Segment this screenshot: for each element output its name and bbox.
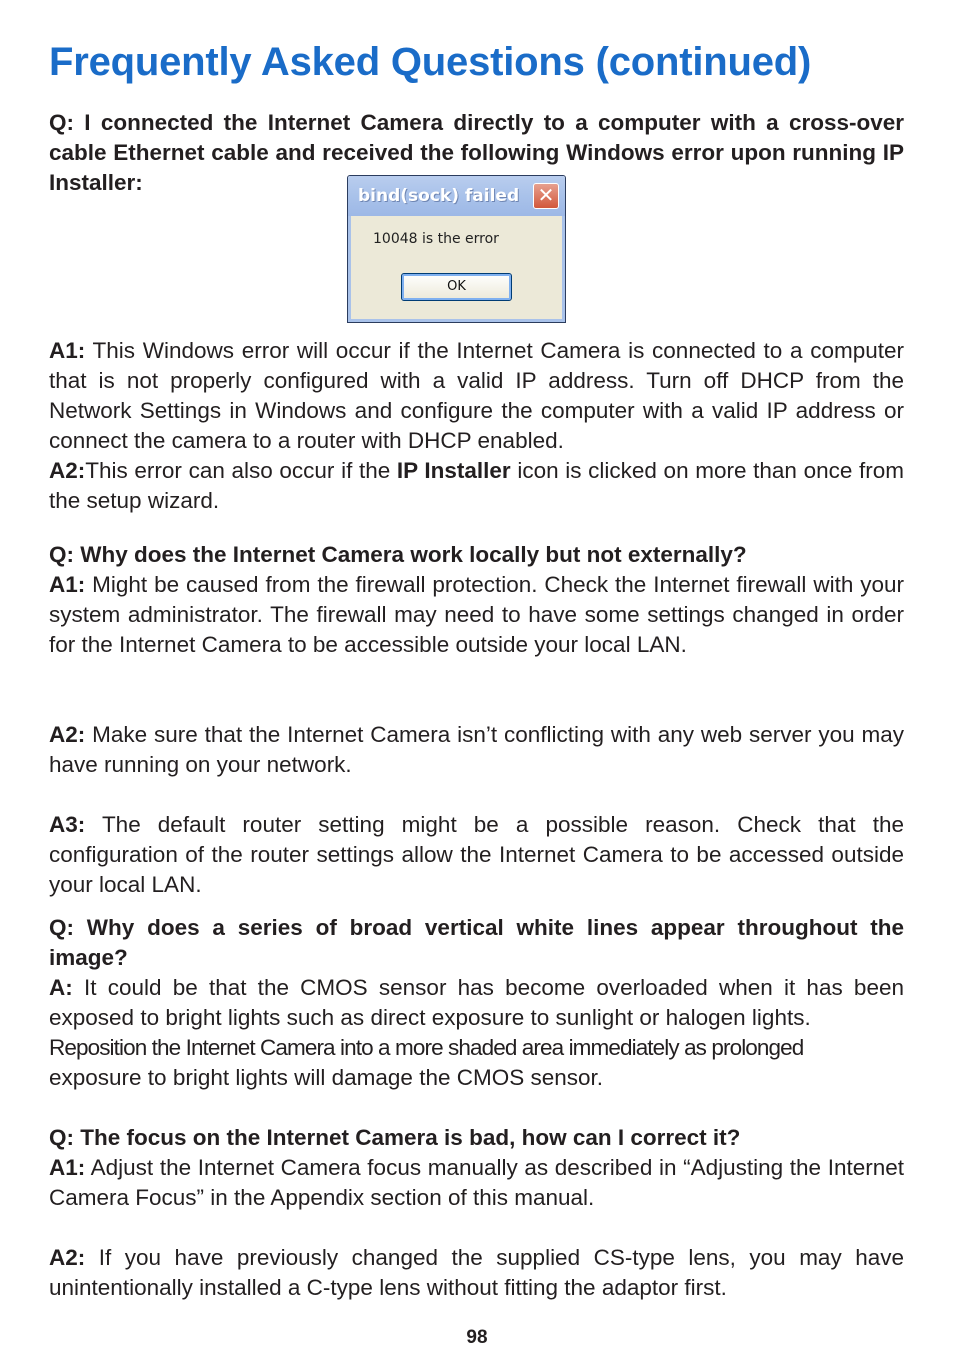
faq-question-externally: Q: Why does the Internet Camera work locally but not externally? (49, 542, 747, 567)
answer-label: A1: (49, 572, 86, 597)
faq-answer-a2 (49, 1243, 904, 1303)
faq-answer-a3 (49, 810, 904, 900)
page-number: 98 (466, 1327, 488, 1348)
answer-bold-term: IP Installer (396, 458, 511, 483)
answer-label: A3: (49, 812, 86, 837)
dialog-titlebar (348, 176, 565, 216)
answer-text: Make sure that the Internet Camera isn’t conflicting with any web server you may have running on your network. (49, 722, 904, 777)
faq-answer-a-end: exposure to bright lights will damage the CMOS sensor. (49, 1065, 604, 1090)
faq-answer-a-continued: Reposition the Internet Camera into a more shaded area immediately as prolonged (49, 1035, 804, 1060)
answer-label: A1: (49, 1155, 86, 1180)
faq-question-white-lines: Q: Why does a series of broad vertical white lines appear throughout the image? (49, 915, 904, 970)
answer-label: A2: (49, 722, 86, 747)
dialog-body (348, 216, 565, 322)
dialog-title: bind(sock) failed (358, 186, 520, 206)
answer-text: It could be that the CMOS sensor has become overloaded when it has been exposed to bright lights such as direct exposure to sunlight or halogen lights. (49, 975, 904, 1030)
ok-button[interactable]: OK (401, 273, 512, 301)
answer-text: icon is clicked on more than once from the setup wizard. (49, 458, 905, 513)
close-icon[interactable]: ✕ (533, 183, 559, 209)
answer-label: A2: (49, 1245, 86, 1270)
answer-text: If you have previously changed the supplied CS-type lens, you may have unintentionally installed a C-type lens without fitting the adaptor first. (49, 1245, 904, 1300)
faq-question-focus: Q: The focus on the Internet Camera is bad, how can I correct it? (49, 1125, 741, 1150)
faq-answer-a2 (49, 456, 904, 516)
answer-label: A1: (49, 338, 86, 363)
answer-text: Might be caused from the firewall protection. Check the Internet firewall with your system administrator. The firewall may need to have some settings changed in order for the Internet Camera to be accessible outside your local LAN. (49, 572, 904, 657)
error-dialog (347, 175, 566, 323)
faq-answer-a1 (49, 1153, 904, 1213)
answer-label: A2: (49, 458, 86, 483)
faq-answer-a1 (49, 336, 904, 456)
faq-answer-a1 (49, 570, 904, 660)
faq-answer-a2 (49, 720, 904, 780)
faq-question-crossover: Q: I connected the Internet Camera directly to a computer with a cross-over cable Ethernet cable and received the following Windows error upon running IP Installer: (49, 110, 904, 195)
answer-text: This error can also occur if the (85, 458, 397, 483)
dialog-message: 10048 is the error (373, 231, 499, 247)
faq-answer-a (49, 973, 904, 1033)
answer-text: The default router setting might be a possible reason. Check that the configuration of the router settings allow the Internet Camera to be accessed outside your local LAN. (49, 812, 904, 897)
page-title: Frequently Asked Questions (continued) (49, 40, 812, 84)
answer-label: A: (49, 975, 73, 1000)
answer-text: This Windows error will occur if the Internet Camera is connected to a computer that is not properly configured with a valid IP address. Turn off DHCP from the Network Settings in Windows and configure the computer with a valid IP address or connect the camera to a router with DHCP enabled. (49, 338, 904, 453)
answer-text: Adjust the Internet Camera focus manually as described in “Adjusting the Internet Camera Focus” in the Appendix section of this manual. (49, 1155, 904, 1210)
